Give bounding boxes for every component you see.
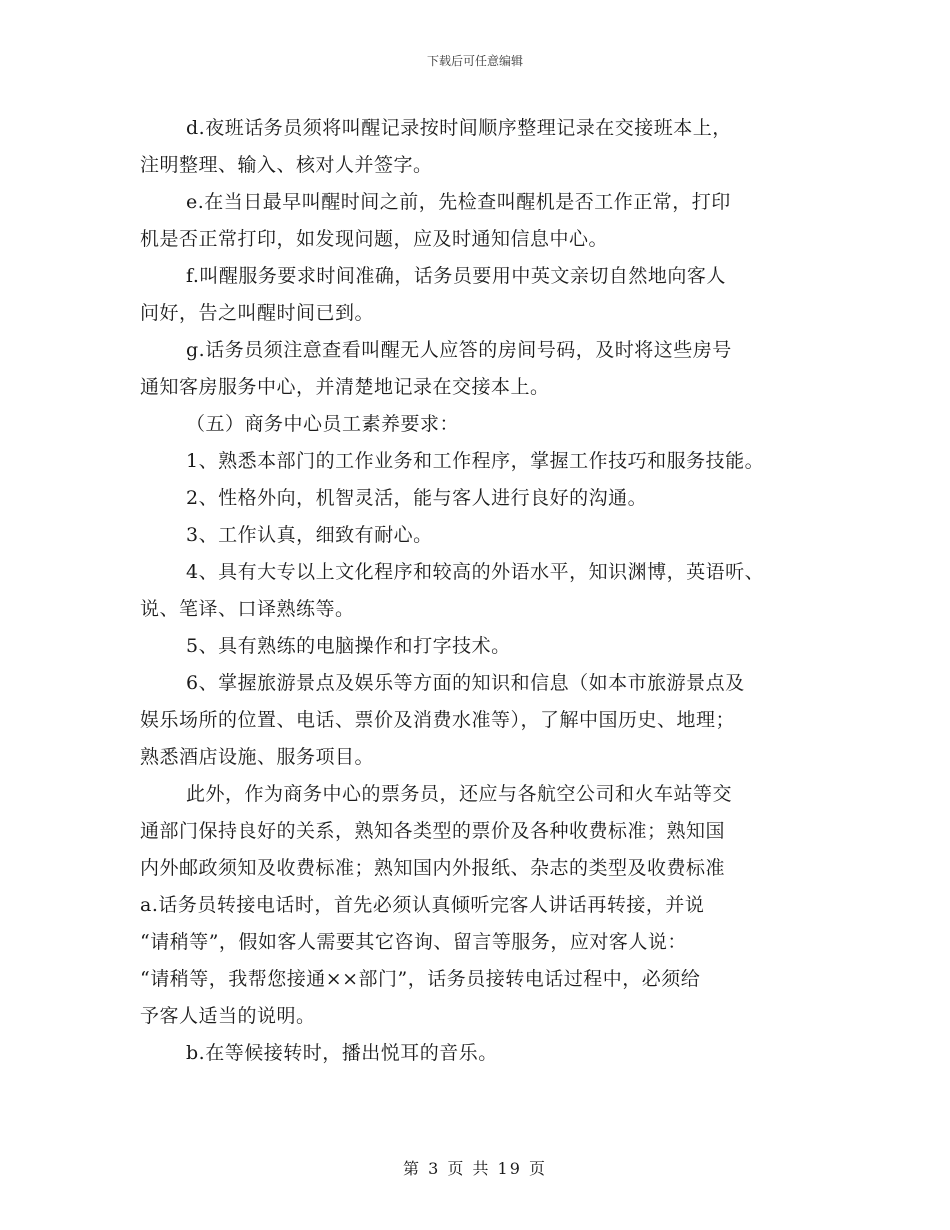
paragraph-line: 问好，告之叫醒时间已到。 bbox=[140, 302, 375, 324]
body-text bbox=[140, 110, 840, 1072]
list-item-continuation: 说、笔译、口译熟练等。 bbox=[140, 598, 355, 620]
paragraph-line: b.在等候接转时，播出悦耳的音乐。 bbox=[186, 1042, 498, 1064]
paragraph-line: g.话务员须注意查看叫醒无人应答的房间号码，及时将这些房号 bbox=[186, 339, 732, 361]
list-item: 5、具有熟练的电脑操作和打字技术。 bbox=[186, 635, 511, 657]
paragraph-line: 通知客房服务中心，并清楚地记录在交接本上。 bbox=[140, 376, 550, 398]
paragraph-line: 此外，作为商务中心的票务员，还应与各航空公司和火车站等交 bbox=[186, 783, 733, 805]
header-note: 下载后可任意编辑 bbox=[426, 54, 523, 68]
list-item: 4、具有大专以上文化程序和较高的外语水平，知识渊博，英语听、 bbox=[186, 561, 765, 583]
list-item: 2、性格外向，机智灵活，能与客人进行良好的沟通。 bbox=[186, 487, 648, 509]
list-item: 3、工作认真，细致有耐心。 bbox=[186, 524, 433, 546]
paragraph-line: f.叫醒服务要求时间准确，话务员要用中英文亲切自然地向客人 bbox=[186, 265, 726, 287]
paragraph-line: 予客人适当的说明。 bbox=[140, 1005, 316, 1027]
paragraph-line: “请稍等，我帮您接通××部门”，话务员接转电话过程中，必须给 bbox=[140, 968, 701, 990]
list-item-continuation: 娱乐场所的位置、电话、票价及消费水准等），了解中国历史、地理； bbox=[140, 709, 736, 731]
paragraph-line: a.话务员转接电话时，首先必须认真倾听完客人讲话再转接，并说 bbox=[140, 894, 705, 916]
list-item-continuation: 熟悉酒店设施、服务项目。 bbox=[140, 746, 375, 768]
paragraph-line: “请稍等”，假如客人需要其它咨询、留言等服务，应对客人说： bbox=[140, 931, 687, 953]
paragraph-line: 通部门保持良好的关系，熟知各类型的票价及各种收费标准；熟知国 bbox=[140, 820, 726, 842]
paragraph-line: e.在当日最早叫醒时间之前，先检查叫醒机是否工作正常，打印 bbox=[186, 191, 731, 213]
paragraph-line: d.夜班话务员须将叫醒记录按时间顺序整理记录在交接班本上， bbox=[186, 117, 732, 139]
paragraph-line: 机是否正常打印，如发现问题，应及时通知信息中心。 bbox=[140, 228, 609, 250]
page-number: 第 3 页 共 19 页 bbox=[403, 1159, 547, 1178]
section-heading: （五）商务中心员工素养要求： bbox=[186, 413, 460, 435]
list-item: 1、熟悉本部门的工作业务和工作程序，掌握工作技巧和服务技能。 bbox=[186, 450, 765, 472]
paragraph-line: 内外邮政须知及收费标准；熟知国内外报纸、杂志的类型及收费标准 bbox=[140, 857, 726, 879]
list-item: 6、掌握旅游景点及娱乐等方面的知识和信息（如本市旅游景点及 bbox=[186, 672, 745, 694]
paragraph-line: 注明整理、输入、核对人并签字。 bbox=[140, 154, 433, 176]
